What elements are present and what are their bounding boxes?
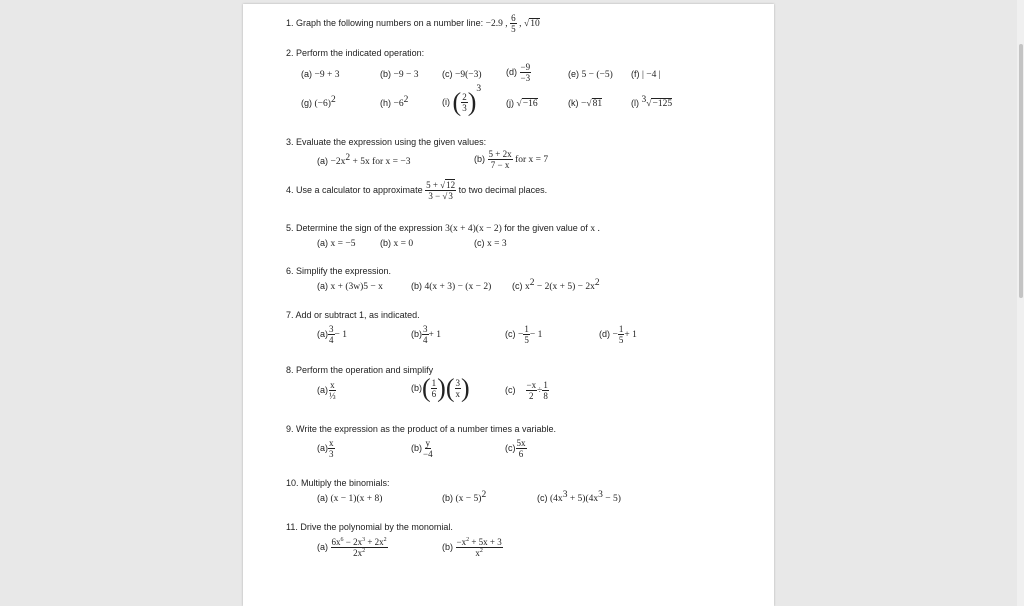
q3-a: $(a) -2x^2 + 5x$ for x = −3 [317, 153, 411, 167]
q1-number-1: −2.9 , [485, 18, 508, 29]
question-5-title: 5. Determine the sign of the expression 3(x + 4)(x − 2) for the given value of x . [286, 223, 600, 234]
question-8-title: 8. Perform the operation and simplify [286, 365, 434, 375]
q1-root: √10 [524, 18, 540, 29]
q7-d: (d) − $\frac{1}{5}$ + 1 [599, 324, 637, 345]
question-4: 4. Use a calculator to approximate $\frac{5 + √12}{3 - √3}$ to two decimal places. [286, 180, 548, 201]
q9-c: (c) $\frac{5x}{6}$ [505, 438, 526, 459]
q9-b: (b) $\frac{y}{-4}$ [411, 438, 433, 459]
q3-b: (b) $\frac{5 + 2x}{7 - x}$ for x = 7 [474, 149, 549, 170]
q5-a: (a) x = −5 [317, 238, 356, 249]
q2-k: (k) −√81 [568, 98, 603, 109]
q7-a: (a) $\frac{3}{4}$ − 1 [317, 324, 347, 345]
q7-c: (c) − $\frac{1}{5}$ − 1 [505, 324, 543, 345]
question-10-title: 10. Multiply the binomials: [286, 478, 390, 488]
q6-a: (a) x + (3w)5 − x [317, 281, 383, 292]
q8-c: (c) $\frac{-x}{2}$ ÷ $\frac{1}{8}$ [505, 380, 548, 401]
q1-fraction: $\frac{6}{5}$ [511, 13, 516, 34]
q10-a: (a) (x − 1)(x + 8) [317, 493, 383, 504]
q7-b: (b) $\frac{3}{4}$ + 1 [411, 324, 441, 345]
q4-fraction: $\frac{5 + √12}{3 - √3}$ [426, 180, 456, 201]
q9-a: (a) $\frac{x}{3}$ [317, 438, 334, 459]
q10-c: (c) $(4x^3 + 5)(4x^3 - 5)$ [537, 490, 621, 504]
q6-b: (b) 4(x + 3) − (x − 2) [411, 281, 492, 292]
q2-d: (d) $\frac{-9}{-3}$ [506, 62, 531, 83]
question-11-title: 11. Drive the polynomial by the monomial. [286, 522, 453, 532]
q10-b: (b) $(x - 5)^2$ [442, 490, 487, 504]
q2-c: (c) −9(−3) [442, 69, 482, 80]
q5-b: (b) x = 0 [380, 238, 414, 249]
document-page [243, 4, 774, 606]
q6-c: (c) $x^2 - 2(x + 5) - 2x^2$ [512, 278, 600, 292]
q2-i: (i) ( $\frac{2}{3}$ )$^3$ [442, 84, 482, 117]
scrollbar-thumb[interactable] [1019, 44, 1023, 298]
q8-b: (b)( $\frac{1}{6}$ )( $\frac{3}{x}$ ) [411, 373, 470, 403]
q2-j: (j) √−16 [506, 98, 538, 109]
q2-b: (b) −9 − 3 [380, 69, 419, 80]
q5-c: (c) x = 3 [474, 238, 507, 249]
question-3-title: 3. Evaluate the expression using the given values: [286, 137, 487, 147]
question-6-title: 6. Simplify the expression. [286, 266, 392, 276]
question-7-title: 7. Add or subtract 1, as indicated. [286, 310, 420, 320]
question-2-title: 2. Perform the indicated operation: [286, 48, 425, 58]
q8-a: (a) $\frac{x}{\text{⅓}}$ [317, 380, 336, 401]
q1-text: 1. Graph the following numbers on a number line: [286, 17, 484, 28]
q2-g: (g) $(-6)^2$ [301, 95, 336, 109]
q2-e: (e) 5 − (−5) [568, 69, 613, 80]
question-9-title: 9. Write the expression as the product of a number times a variable. [286, 424, 556, 434]
q2-h: $(h) -6^2$ [380, 95, 409, 109]
q11-b: (b) $\frac{-x^2 + 5x + 3}{x^2}$ [442, 537, 502, 558]
q2-l: (l) $^3$√−125 [631, 95, 673, 109]
q2-f: (f) | −4 | [631, 69, 661, 80]
question-1: 1. Graph the following numbers on a number line: −2.9 , $\frac{6}{5}$ , √10 [286, 13, 540, 34]
q2-a: (a) −9 + 3 [301, 69, 340, 80]
q11-a: (a) $\frac{6x^6 - 2x^3 + 2x^2}{2x^2}$ [317, 537, 387, 558]
